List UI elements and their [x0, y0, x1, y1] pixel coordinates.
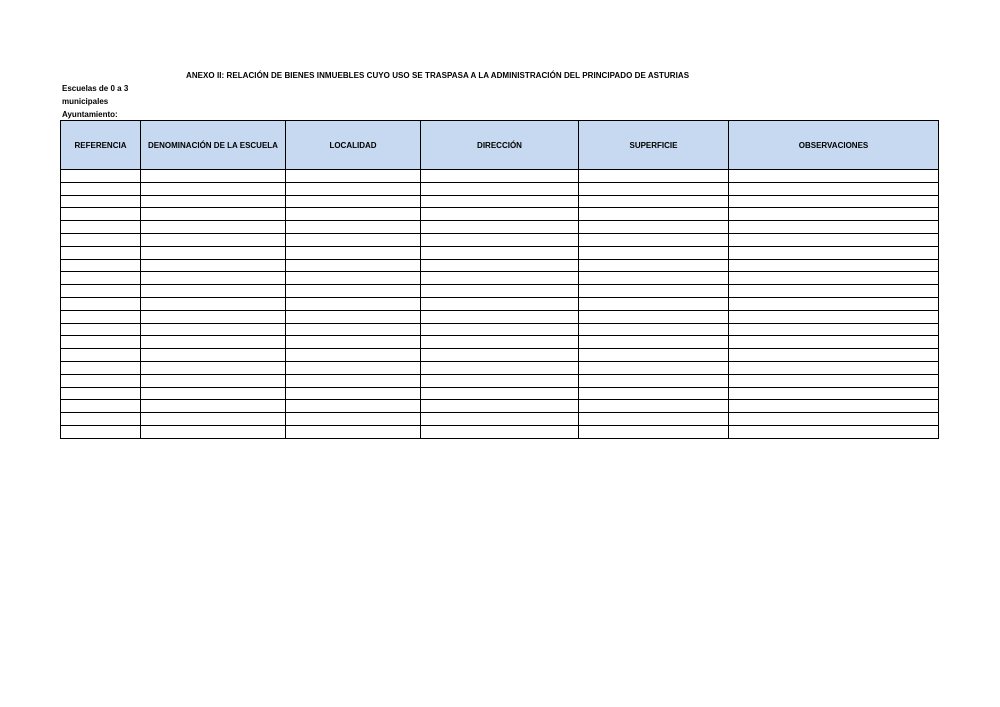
table-row [61, 246, 939, 259]
table-cell[interactable] [61, 195, 141, 208]
table-cell[interactable] [141, 170, 286, 183]
table-row [61, 323, 939, 336]
table-cell[interactable] [421, 336, 579, 349]
table-cell[interactable] [579, 425, 729, 438]
table-cell[interactable] [729, 425, 939, 438]
table-cell[interactable] [61, 349, 141, 362]
table-cell[interactable] [421, 425, 579, 438]
table-cell[interactable] [579, 272, 729, 285]
table-cell[interactable] [61, 400, 141, 413]
table-cell[interactable] [61, 387, 141, 400]
table-cell[interactable] [141, 208, 286, 221]
table-cell[interactable] [579, 182, 729, 195]
header-referencia: REFERENCIA [61, 121, 141, 170]
table-cell[interactable] [61, 285, 141, 298]
table-cell[interactable] [421, 400, 579, 413]
table-row [61, 285, 939, 298]
table-cell[interactable] [729, 387, 939, 400]
table-cell[interactable] [61, 297, 141, 310]
table-cell[interactable] [286, 387, 421, 400]
table-cell[interactable] [141, 182, 286, 195]
table-cell[interactable] [579, 170, 729, 183]
table-cell[interactable] [141, 374, 286, 387]
table-cell[interactable] [421, 182, 579, 195]
table-row [61, 387, 939, 400]
table-row [61, 208, 939, 221]
table-cell[interactable] [579, 361, 729, 374]
table-cell[interactable] [729, 323, 939, 336]
label-escuelas: Escuelas de 0 a 3 [62, 84, 129, 93]
table-cell[interactable] [141, 323, 286, 336]
table-cell[interactable] [61, 425, 141, 438]
table-row [61, 425, 939, 438]
table-cell[interactable] [61, 323, 141, 336]
table-cell[interactable] [61, 170, 141, 183]
table-cell[interactable] [286, 374, 421, 387]
table-cell[interactable] [729, 195, 939, 208]
table-cell[interactable] [421, 246, 579, 259]
table-row [61, 361, 939, 374]
table-cell[interactable] [286, 285, 421, 298]
table-cell[interactable] [579, 233, 729, 246]
table-cell[interactable] [61, 413, 141, 426]
table-cell[interactable] [421, 387, 579, 400]
table-row [61, 400, 939, 413]
table-body [61, 170, 939, 439]
table-cell[interactable] [421, 221, 579, 234]
table-cell[interactable] [729, 208, 939, 221]
table-cell[interactable] [579, 310, 729, 323]
table-cell[interactable] [579, 208, 729, 221]
header-denominacion: DENOMINACIÓN DE LA ESCUELA [141, 121, 286, 170]
table-cell[interactable] [286, 400, 421, 413]
table-cell[interactable] [286, 297, 421, 310]
table-cell[interactable] [729, 221, 939, 234]
table-cell[interactable] [729, 310, 939, 323]
table-cell[interactable] [61, 259, 141, 272]
table-cell[interactable] [421, 413, 579, 426]
table-row [61, 272, 939, 285]
table-row [61, 182, 939, 195]
table-cell[interactable] [141, 246, 286, 259]
table-cell[interactable] [286, 323, 421, 336]
inventory-table [60, 120, 939, 439]
header-observaciones: OBSERVACIONES [729, 121, 939, 170]
table-cell[interactable] [61, 374, 141, 387]
table-cell[interactable] [421, 310, 579, 323]
table-cell[interactable] [421, 361, 579, 374]
document-title: ANEXO II: RELACIÓN DE BIENES INMUEBLES CUYO USO SE TRASPASA A LA ADMINISTRACIÓN DEL PRINCIPADO DE ASTURIAS [186, 71, 690, 80]
table-cell[interactable] [141, 310, 286, 323]
table-row [61, 297, 939, 310]
table-cell[interactable] [141, 195, 286, 208]
table-cell[interactable] [141, 221, 286, 234]
table-cell[interactable] [421, 170, 579, 183]
table-cell[interactable] [286, 208, 421, 221]
table-cell[interactable] [579, 374, 729, 387]
table-cell[interactable] [421, 323, 579, 336]
table-cell[interactable] [286, 182, 421, 195]
table-cell[interactable] [286, 425, 421, 438]
table-cell[interactable] [729, 349, 939, 362]
table-cell[interactable] [579, 387, 729, 400]
table-row [61, 374, 939, 387]
table-row [61, 413, 939, 426]
table-cell[interactable] [421, 285, 579, 298]
table-cell[interactable] [286, 336, 421, 349]
table-cell[interactable] [729, 246, 939, 259]
table-cell[interactable] [286, 195, 421, 208]
header-localidad: LOCALIDAD [286, 121, 421, 170]
label-municipales: municipales [62, 97, 109, 106]
table-cell[interactable] [61, 246, 141, 259]
table-row [61, 349, 939, 362]
table-cell[interactable] [421, 349, 579, 362]
table-cell[interactable] [579, 259, 729, 272]
table-cell[interactable] [729, 233, 939, 246]
table-cell[interactable] [286, 221, 421, 234]
header-direccion: DIRECCIÓN [421, 121, 579, 170]
table-cell[interactable] [579, 323, 729, 336]
table-cell[interactable] [286, 349, 421, 362]
table-cell[interactable] [579, 195, 729, 208]
table-cell[interactable] [141, 233, 286, 246]
table-cell[interactable] [729, 361, 939, 374]
table-cell[interactable] [579, 297, 729, 310]
table-cell[interactable] [421, 208, 579, 221]
table-cell[interactable] [286, 310, 421, 323]
table-header-row [61, 121, 939, 170]
table-cell[interactable] [579, 349, 729, 362]
table-cell[interactable] [421, 259, 579, 272]
table-cell[interactable] [421, 374, 579, 387]
table-cell[interactable] [141, 400, 286, 413]
table-cell[interactable] [729, 400, 939, 413]
table-cell[interactable] [729, 182, 939, 195]
table-cell[interactable] [579, 400, 729, 413]
table-row [61, 221, 939, 234]
table-row [61, 336, 939, 349]
table-cell[interactable] [61, 182, 141, 195]
label-ayuntamiento: Ayuntamiento: [62, 110, 118, 119]
table-cell[interactable] [729, 413, 939, 426]
table-cell[interactable] [141, 349, 286, 362]
table-cell[interactable] [141, 361, 286, 374]
table-row [61, 310, 939, 323]
table-cell[interactable] [286, 233, 421, 246]
table-cell[interactable] [286, 259, 421, 272]
table-cell[interactable] [141, 425, 286, 438]
table-row [61, 170, 939, 183]
table-cell[interactable] [579, 221, 729, 234]
table-cell[interactable] [421, 297, 579, 310]
table-cell[interactable] [141, 285, 286, 298]
table-cell[interactable] [579, 285, 729, 298]
table-cell[interactable] [579, 246, 729, 259]
table-cell[interactable] [729, 170, 939, 183]
table-cell[interactable] [141, 336, 286, 349]
table-cell[interactable] [286, 170, 421, 183]
table-cell[interactable] [579, 336, 729, 349]
header-superficie: SUPERFICIE [579, 121, 729, 170]
table-row [61, 195, 939, 208]
table-cell[interactable] [61, 310, 141, 323]
table-cell[interactable] [61, 336, 141, 349]
table-cell[interactable] [729, 272, 939, 285]
table-cell[interactable] [286, 413, 421, 426]
table-cell[interactable] [141, 259, 286, 272]
table-cell[interactable] [729, 336, 939, 349]
table-cell[interactable] [579, 413, 729, 426]
table-cell[interactable] [141, 387, 286, 400]
table-cell[interactable] [421, 272, 579, 285]
table-cell[interactable] [421, 195, 579, 208]
table-cell[interactable] [141, 413, 286, 426]
table-cell[interactable] [729, 285, 939, 298]
table-cell[interactable] [141, 297, 286, 310]
table-cell[interactable] [729, 259, 939, 272]
table-cell[interactable] [286, 246, 421, 259]
table-cell[interactable] [61, 361, 141, 374]
table-cell[interactable] [61, 233, 141, 246]
table-cell[interactable] [286, 361, 421, 374]
table-cell[interactable] [729, 297, 939, 310]
table-cell[interactable] [61, 208, 141, 221]
table-cell[interactable] [286, 272, 421, 285]
table-row [61, 259, 939, 272]
table-row [61, 233, 939, 246]
table-cell[interactable] [141, 272, 286, 285]
table-cell[interactable] [729, 374, 939, 387]
table-cell[interactable] [421, 233, 579, 246]
table-cell[interactable] [61, 272, 141, 285]
table-cell[interactable] [61, 221, 141, 234]
